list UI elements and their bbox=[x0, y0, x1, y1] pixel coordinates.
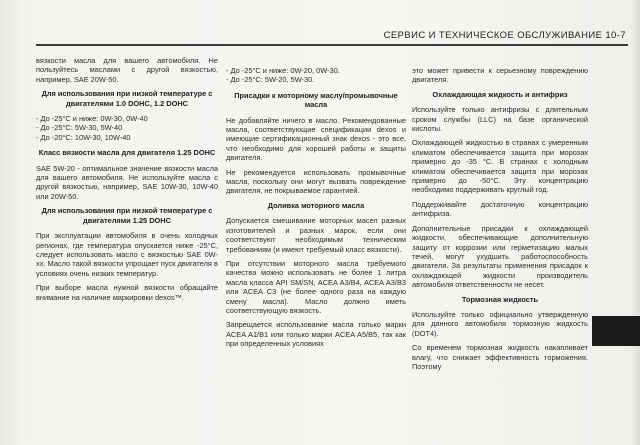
header-divider bbox=[36, 44, 628, 46]
paragraph: Не добавляйте ничего в масло. Рекомендованные масла, соответствующие спецификации dexos и имеющие сертификационный знак dexos - это все, что необходимо для хорошей работы и защиты двигателя. bbox=[226, 115, 406, 163]
section-heading: Класс вязкости масла для двигателя 1.25 DOHC bbox=[38, 148, 216, 158]
viscosity-list bbox=[36, 114, 218, 142]
section-heading: Тормозная жидкость bbox=[461, 294, 539, 304]
section-heading: Присадки к моторному маслу/промывочные масла bbox=[234, 90, 398, 110]
paragraph: Со временем тормозная жидкость накапливает влагу, что снижает эффективность торможения. Поэтому bbox=[412, 343, 588, 371]
paragraph: При отсутствии моторного масла требуемого качества можно использовать не более 1 литра масла класса API SM/SN, ACEA A3/B4, ACEA A3/B3 или ACEA C3 (не более одного раза на каждую смену масла). Масло должно иметь соответствующую вязкость. bbox=[226, 258, 406, 315]
section-heading: Доливка моторного масла bbox=[267, 200, 365, 210]
list-item: - До -25°C: 5W-20, 5W-30. bbox=[226, 75, 315, 85]
list-item: - До -20°C: 10W-30, 10W-40 bbox=[36, 132, 131, 142]
section-title: СЕРВИС И ТЕХНИЧЕСКОЕ ОБСЛУЖИВАНИЕ 10-7 bbox=[383, 30, 626, 41]
paragraph: При выборе масла нужной вязкости обращайте внимание на наличие маркировки dexos™. bbox=[36, 283, 218, 302]
viscosity-list bbox=[226, 66, 406, 85]
column-right bbox=[412, 66, 588, 376]
list-item: - До -25°C и ниже: 0W-30, 0W-40 bbox=[36, 114, 148, 124]
paragraph: Охлаждающей жидкостью в странах с умеренным климатом обеспечивается защита при морозах примерно до -35 °С. В странах с холодным климатом обеспечивается защита при морозах примерно до -50°С. Эту концентрацию необходимо поддерживать круглый год. bbox=[412, 138, 588, 195]
list-item: - До -25°C и ниже: 0W-20, 0W-30. bbox=[226, 66, 340, 75]
page-header bbox=[0, 0, 640, 50]
section-heading: Для использования при низкой температуре с двигателями 1.0 DOHC, 1.2 DOHC bbox=[41, 89, 213, 108]
paragraph: Запрещается использование масла только марки ACEA A1/B1 или только марки ACEA A5/B5, так как при определенных условиях bbox=[226, 320, 406, 349]
paragraph: это может привести к серьезному повреждению двигателя. bbox=[412, 66, 588, 85]
page-edge-shadow bbox=[630, 0, 640, 445]
paragraph: Допускается смешивание моторных масел разных изготовителей и разных марок, если они соответствуют необходимым техническим требованиям (и имеют требуемый класс вязкости). bbox=[226, 216, 406, 254]
section-heading: Охлаждающая жидкость и антифриз bbox=[432, 89, 568, 99]
column-middle bbox=[226, 66, 406, 354]
paragraph: Поддерживайте достаточную концентрацию антифриза. bbox=[412, 199, 588, 219]
paragraph: вязкости масла для вашего автомобиля. Не пользуйтесь маслами с другой вязкостью, например, SAE 20W-50. bbox=[36, 56, 218, 84]
section-heading: Для использования при низкой температуре с двигателями 1.25 DOHC bbox=[41, 206, 213, 225]
paragraph: Дополнительные присадки к охлаждающей жидкости, обеспечивающие дополнительную защиту от коррозии или герметизацию малых течей, могут ухудшить работоспособность двигателя. За результаты применения присадок к охлаждающей жидкости производитель автомобиля ответственности не несет. bbox=[412, 223, 588, 290]
paragraph: Используйте только антифризы с длительным сроком службы (LLC) на базе органической кислоты. bbox=[412, 105, 588, 134]
paragraph: При эксплуатации автомобиля в очень холодных регионах, где температура опускается ниже -25°C, следует использовать масло с вязкостью SAE 0W-xx. Масло такой вязкости упрощает пуск двигателя в условиях очень низких температур. bbox=[36, 231, 218, 278]
paragraph: SAE 5W-20 - оптимальное значение вязкости масла для вашего автомобиля. Не используйте масла с другой вязкостью, например, SAE 10W-30, 10W-40 или 20W-50. bbox=[36, 163, 218, 201]
paragraph: Используйте только официально утвержденную для данного автомобиля тормозную жидкость (DOT4). bbox=[412, 309, 588, 338]
column-left bbox=[36, 56, 218, 307]
paragraph: Не рекомендуется использовать промывочные масла, поскольку они могут вызвать повреждение двигателя, не покрываемое гарантией. bbox=[226, 167, 406, 196]
list-item: - До -25°C: 5W-30, 5W-40 bbox=[36, 123, 123, 133]
